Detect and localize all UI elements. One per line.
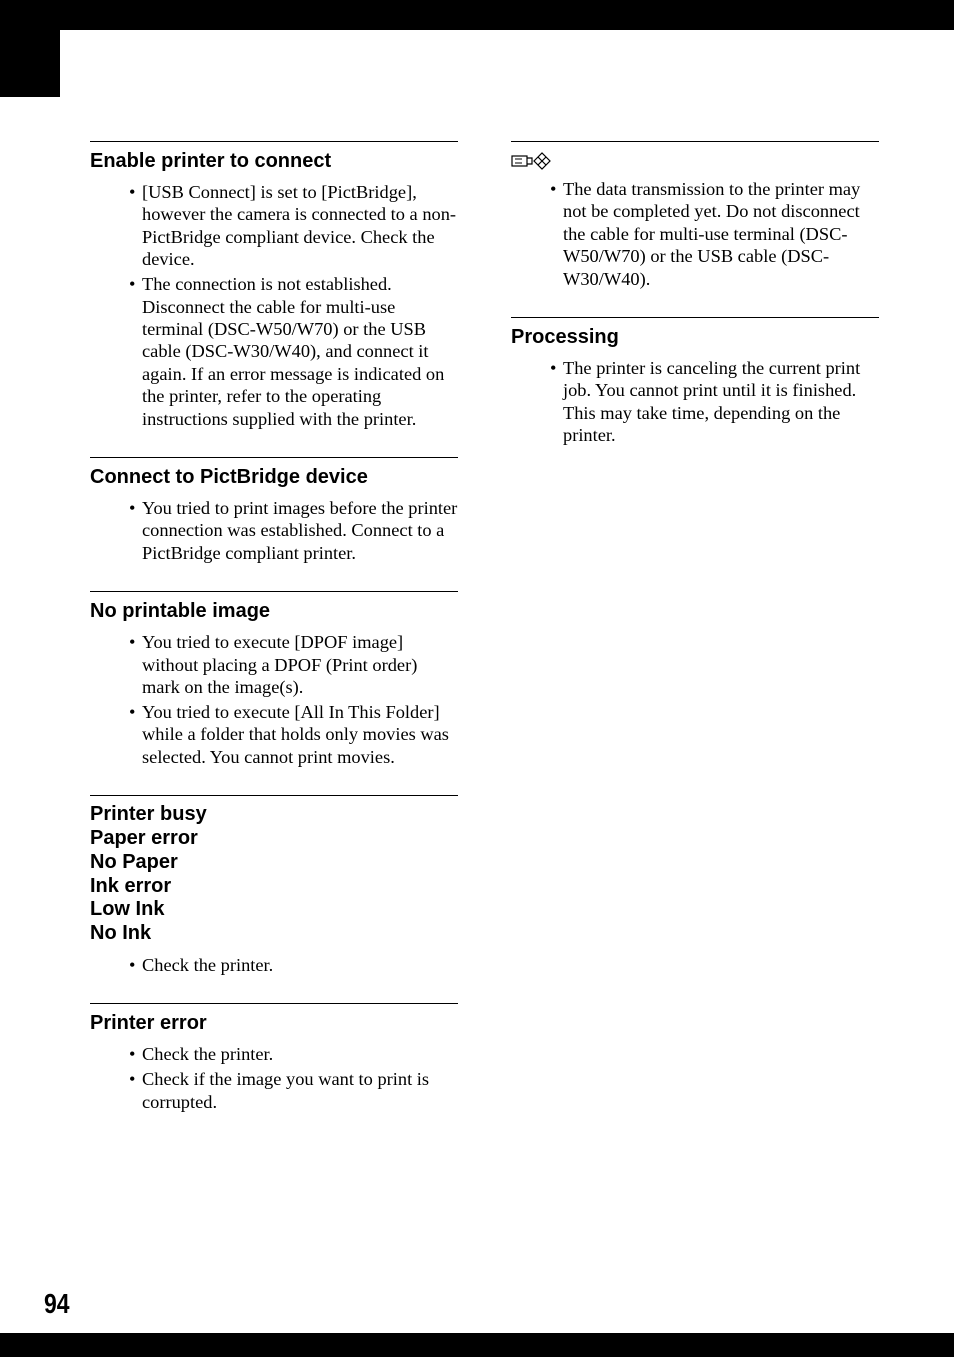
bullet-item: • You tried to execute [All In This Folder] while a folder that holds only movies was selected. You cannot print movies.	[129, 701, 458, 768]
bullet-item: • You tried to print images before the printer connection was established. Connect to a PictBridge compliant printer.	[129, 497, 458, 564]
section-heading: Connect to PictBridge device	[90, 465, 368, 488]
section-heading: No printable image	[90, 600, 271, 623]
bullet-list	[90, 497, 458, 564]
section-heading: Enable printer to connect	[90, 150, 332, 172]
section-connect-pictbridge	[90, 457, 458, 564]
right-column	[511, 141, 879, 474]
bullet-list	[511, 178, 879, 290]
bullet-list	[90, 954, 458, 976]
bullet-item: • You tried to execute [DPOF image] without placing a DPOF (Print order) mark on the image(s).	[129, 631, 458, 698]
top-black-bar	[0, 0, 954, 30]
bullet-list	[90, 631, 458, 768]
chapter-tab	[0, 30, 60, 97]
page-number: 94	[44, 1288, 70, 1319]
bullet-list	[90, 1043, 458, 1113]
heading-no-paper: No Paper	[90, 850, 178, 873]
section-enable-printer	[90, 141, 458, 430]
heading-no-ink: No Ink	[90, 922, 152, 945]
bullet-item: • The data transmission to the printer may not be completed yet. Do not disconnect the cable for multi-use terminal (DSC-W50/W70) or the USB cable (DSC-W30/W40).	[550, 178, 879, 290]
bullet-list	[511, 357, 879, 447]
bullet-list	[90, 181, 458, 430]
left-column	[90, 141, 458, 1140]
heading-low-ink: Low Ink	[90, 898, 165, 921]
heading-ink-error: Ink error	[90, 874, 172, 897]
bullet-item: • Check the printer.	[129, 1043, 458, 1065]
section-printer-error	[90, 1003, 458, 1113]
transfer-cancel-icon	[511, 142, 879, 173]
section-heading: Printer error	[90, 1012, 207, 1035]
bullet-item: • The connection is not established. Disconnect the cable for multi-use terminal (DSC-W50/W70) or the USB cable (DSC-W30/W40), and connect it again. If an error message is indicated on the printer, refer to the operating instructions supplied with the printer.	[129, 273, 458, 430]
section-no-printable-image	[90, 591, 458, 768]
section-processing	[511, 317, 879, 447]
heading-paper-error: Paper error	[90, 826, 198, 849]
bottom-black-bar	[0, 1333, 954, 1357]
bullet-item: • [USB Connect] is set to [PictBridge], however the camera is connected to a non-PictBridge compliant device. Check the device.	[129, 181, 458, 271]
section-heading: Processing	[511, 326, 619, 349]
bullet-item: • Check the printer.	[129, 954, 458, 976]
heading-printer-busy: Printer busy	[90, 803, 207, 826]
section-heading-group	[90, 796, 458, 946]
bullet-item: • Check if the image you want to print is corrupted.	[129, 1068, 458, 1113]
bullet-item: • The printer is canceling the current print job. You cannot print until it is finished. This may take time, depending on the printer.	[550, 357, 879, 447]
section-printer-status	[90, 795, 458, 976]
section-transfer-icon	[511, 141, 879, 290]
